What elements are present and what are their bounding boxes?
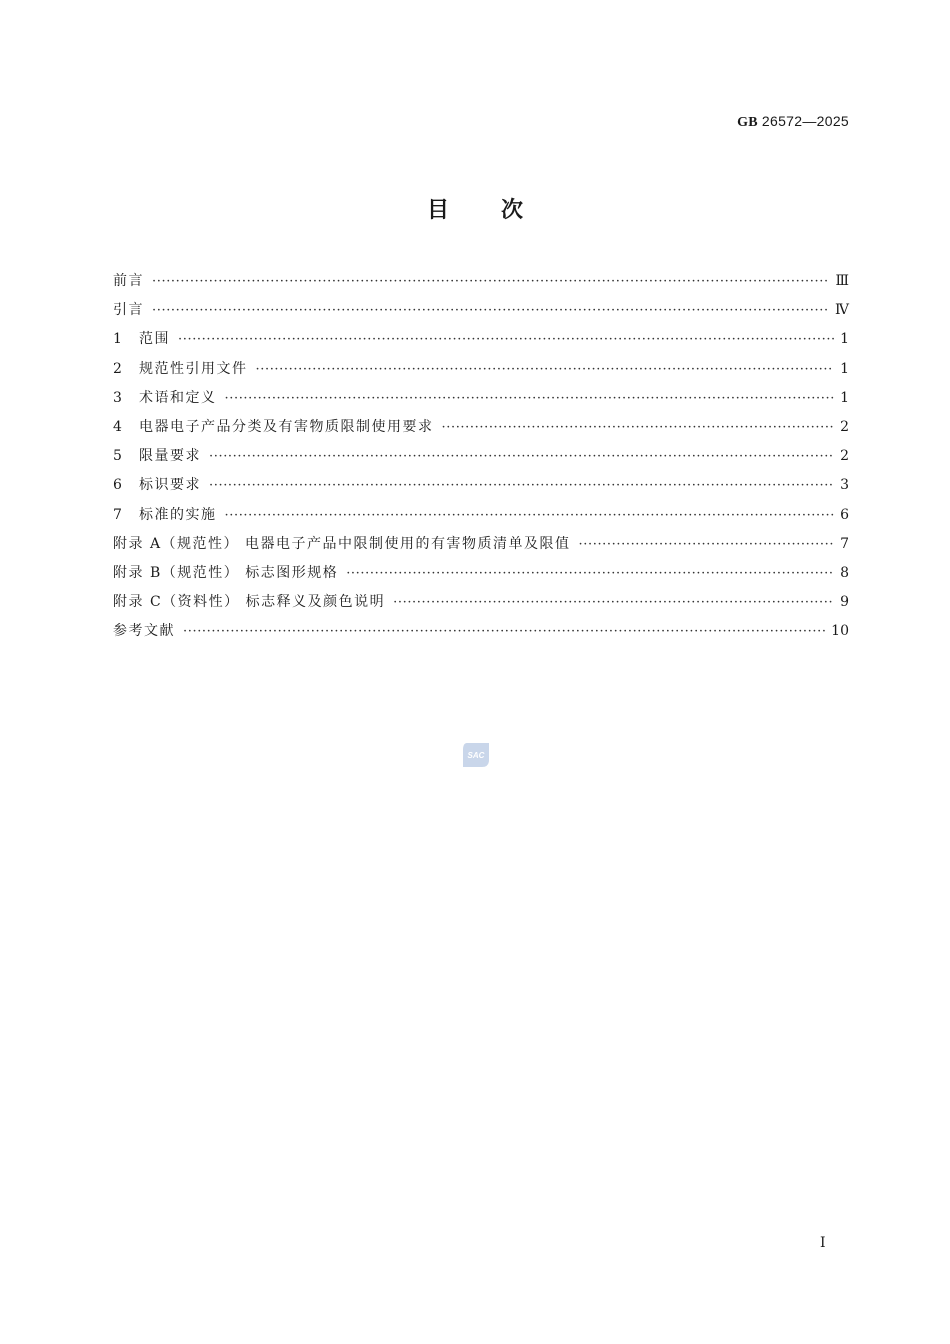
toc-leader bbox=[209, 449, 834, 464]
toc-entry-bibliography[interactable] bbox=[113, 620, 849, 649]
toc-leader bbox=[152, 274, 829, 289]
toc-leader bbox=[178, 332, 834, 347]
toc-leader bbox=[579, 537, 835, 552]
standard-number: 26572—2025 bbox=[761, 113, 849, 129]
toc-label: 规范性引用文件 bbox=[139, 360, 248, 377]
toc-page: 8 bbox=[840, 564, 849, 581]
toc-entry-3[interactable] bbox=[113, 387, 849, 416]
toc-leader bbox=[225, 508, 835, 523]
page-title bbox=[0, 193, 950, 224]
toc-entry-annex-b[interactable] bbox=[113, 562, 849, 591]
toc-label: 范围 bbox=[139, 331, 170, 348]
toc-number: 6 bbox=[113, 477, 122, 494]
toc-page: 2 bbox=[840, 448, 849, 465]
toc-entry-annex-c[interactable] bbox=[113, 591, 849, 620]
toc-page: 1 bbox=[840, 360, 849, 377]
toc-label: 附录 A（规范性） 电器电子产品中限制使用的有害物质清单及限值 bbox=[113, 535, 571, 552]
toc-page: 7 bbox=[840, 535, 849, 552]
toc-page: 1 bbox=[840, 331, 849, 348]
toc-entry-2[interactable] bbox=[113, 358, 849, 387]
toc-leader bbox=[183, 624, 825, 639]
toc-label: 标识要求 bbox=[139, 477, 201, 494]
toc-label: 附录 B（规范性） 标志图形规格 bbox=[113, 564, 339, 581]
toc-entry-6[interactable] bbox=[113, 474, 849, 503]
toc-page: 3 bbox=[840, 477, 849, 494]
table-of-contents bbox=[113, 270, 849, 649]
toc-page: 10 bbox=[831, 623, 849, 640]
toc-page: 6 bbox=[840, 506, 849, 523]
toc-number: 5 bbox=[113, 448, 122, 465]
toc-leader bbox=[225, 391, 835, 406]
standard-prefix: GB bbox=[737, 115, 758, 130]
toc-entry-1[interactable] bbox=[113, 328, 849, 357]
toc-label: 电器电子产品分类及有害物质限制使用要求 bbox=[139, 418, 434, 435]
toc-label: 限量要求 bbox=[139, 448, 201, 465]
toc-entry-introduction[interactable] bbox=[113, 299, 849, 328]
toc-number: 7 bbox=[113, 506, 122, 523]
title-char-1: 目 bbox=[426, 197, 449, 223]
toc-page: Ⅳ bbox=[835, 302, 849, 319]
sac-logo-icon bbox=[463, 743, 489, 767]
standard-code bbox=[737, 113, 849, 131]
toc-number: 4 bbox=[113, 418, 122, 435]
toc-leader bbox=[442, 420, 835, 435]
toc-entry-5[interactable] bbox=[113, 445, 849, 474]
toc-leader bbox=[209, 478, 834, 493]
toc-label: 前言 bbox=[113, 273, 144, 289]
toc-label: 标准的实施 bbox=[139, 506, 217, 523]
page-number: Ⅰ bbox=[820, 1235, 826, 1251]
toc-label: 术语和定义 bbox=[139, 389, 217, 406]
toc-label: 引言 bbox=[113, 302, 144, 319]
toc-number: 2 bbox=[113, 360, 122, 377]
toc-number: 1 bbox=[113, 331, 122, 348]
toc-leader bbox=[256, 362, 835, 377]
title-char-2: 次 bbox=[501, 197, 524, 223]
toc-label: 附录 C（资料性） 标志释义及颜色说明 bbox=[113, 594, 386, 611]
toc-leader bbox=[346, 566, 834, 581]
toc-number: 3 bbox=[113, 389, 122, 406]
toc-leader bbox=[152, 303, 829, 318]
toc-label: 参考文献 bbox=[113, 623, 175, 640]
toc-leader bbox=[393, 595, 834, 610]
watermark-text: SAC bbox=[467, 751, 485, 760]
toc-page: 9 bbox=[840, 594, 849, 611]
toc-entry-foreword[interactable] bbox=[113, 270, 849, 299]
toc-entry-annex-a[interactable] bbox=[113, 533, 849, 562]
toc-entry-4[interactable] bbox=[113, 416, 849, 445]
toc-entry-7[interactable] bbox=[113, 504, 849, 533]
toc-page: 2 bbox=[840, 418, 849, 435]
toc-page: Ⅲ bbox=[835, 273, 849, 289]
toc-page: 1 bbox=[840, 389, 849, 406]
